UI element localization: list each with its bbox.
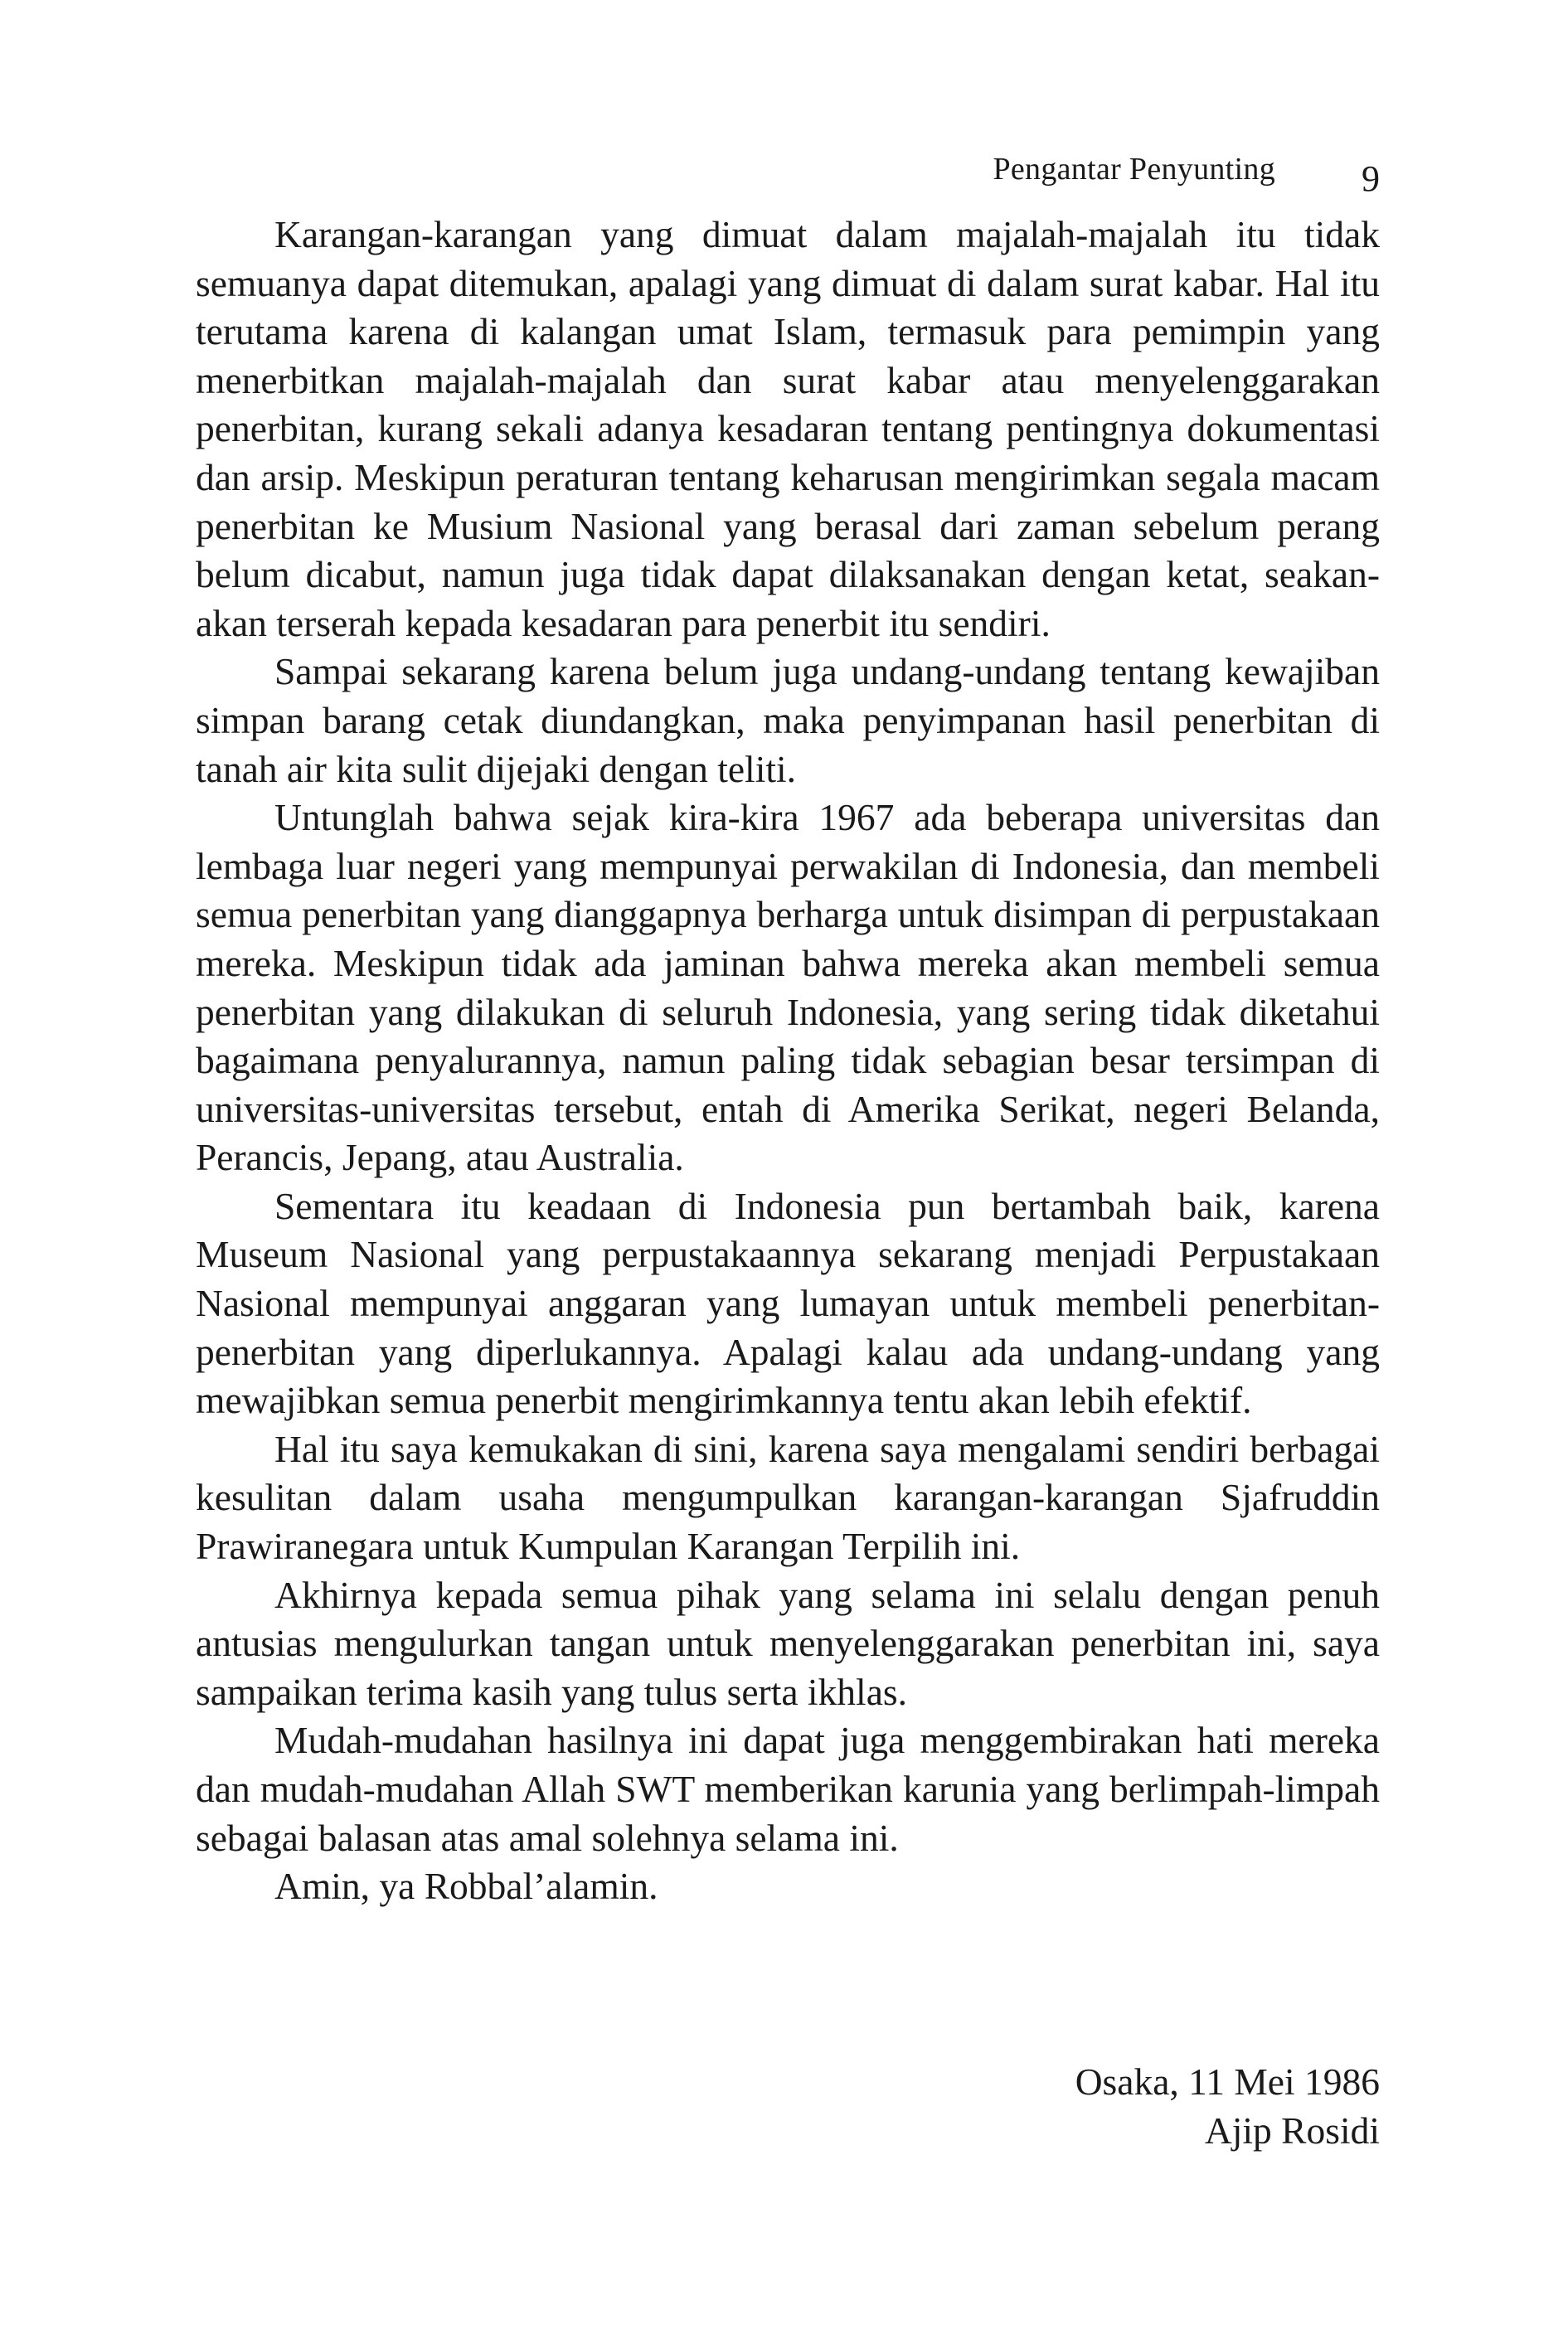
- paragraph-4: Sementara itu keadaan di Indonesia pun bertambah baik, karena Museum Nasional yang perpustakaannya sekarang menjadi Perpustakaan Nasional mempunyai anggaran yang lumayan untuk membeli penerbitan-penerbitan yang diperlukannya. Apalagi kalau ada undang-undang yang mewajibkan semua penerbit mengirimkannya tentu akan lebih efektif.: [196, 1184, 1380, 1422]
- signature-block: [196, 2058, 1380, 2155]
- running-head: [196, 149, 1380, 199]
- closing-line: Amin, ya Robbal’alamin.: [274, 1865, 658, 1908]
- page-number: 9: [1362, 158, 1380, 199]
- place-date: Osaka, 11 Mei 1986: [1075, 2060, 1380, 2103]
- paragraph-2: Sampai sekarang karena belum juga undang-undang tentang kewajiban simpan barang cetak diundangkan, maka penyimpanan hasil penerbitan di tanah air kita sulit dijejaki dengan teliti.: [196, 650, 1380, 790]
- running-title: Pengantar Penyunting: [993, 152, 1275, 187]
- author-name: Ajip Rosidi: [1204, 2109, 1380, 2152]
- paragraph-7: Mudah-mudahan hasilnya ini dapat juga menggembirakan hati mereka dan mudah-mudahan Allah SWT memberikan karunia yang berlimpah-limpah sebagai balasan atas amal solehnya selama ini.: [196, 1719, 1380, 1859]
- paragraph-6: Akhirnya kepada semua pihak yang selama ini selalu dengan penuh antusias mengulurkan tangan untuk menyelenggarakan penerbitan ini, saya sampaikan terima kasih yang tulus serta ikhlas.: [196, 1573, 1380, 1713]
- paragraph-1: Karangan-karangan yang dimuat dalam majalah-majalah itu tidak semuanya dapat ditemukan, apalagi yang dimuat di dalam surat kabar. Hal itu terutama karena di kalangan umat Islam, termasuk para pemimpin yang menerbitkan majalah-majalah dan surat kabar atau menyelenggarakan penerbitan, kurang sekali adanya kesadaran tentang pentingnya dokumentasi dan arsip. Meskipun peraturan tentang keharusan mengirimkan segala macam penerbitan ke Musium Nasional yang berasal dari zaman sebelum perang belum dicabut, namun juga tidak dapat dilaksanakan dengan ketat, seakan-akan terserah kepada kesadaran para penerbit itu sendiri.: [196, 213, 1380, 644]
- paragraph-3: Untunglah bahwa sejak kira-kira 1967 ada beberapa universitas dan lembaga luar negeri yang mempunyai perwakilan di Indonesia, dan membeli semua penerbitan yang dianggapnya berharga untuk disimpan di perpustakaan mereka. Meskipun tidak ada jaminan bahwa mereka akan membeli semua penerbitan yang dilakukan di seluruh Indonesia, yang sering tidak diketahui bagaimana penyalurannya, namun paling tidak sebagian besar tersimpan di universitas-universitas tersebut, entah di Amerika Serikat, negeri Belanda, Perancis, Jepang, atau Australia.: [196, 796, 1380, 1179]
- body-text: [196, 211, 1380, 1911]
- paragraph-5: Hal itu saya kemukakan di sini, karena saya mengalami sendiri berbagai kesulitan dalam usaha mengumpulkan karangan-karangan Sjafruddin Prawiranegara untuk Kumpulan Karangan Terpilih ini.: [196, 1427, 1380, 1568]
